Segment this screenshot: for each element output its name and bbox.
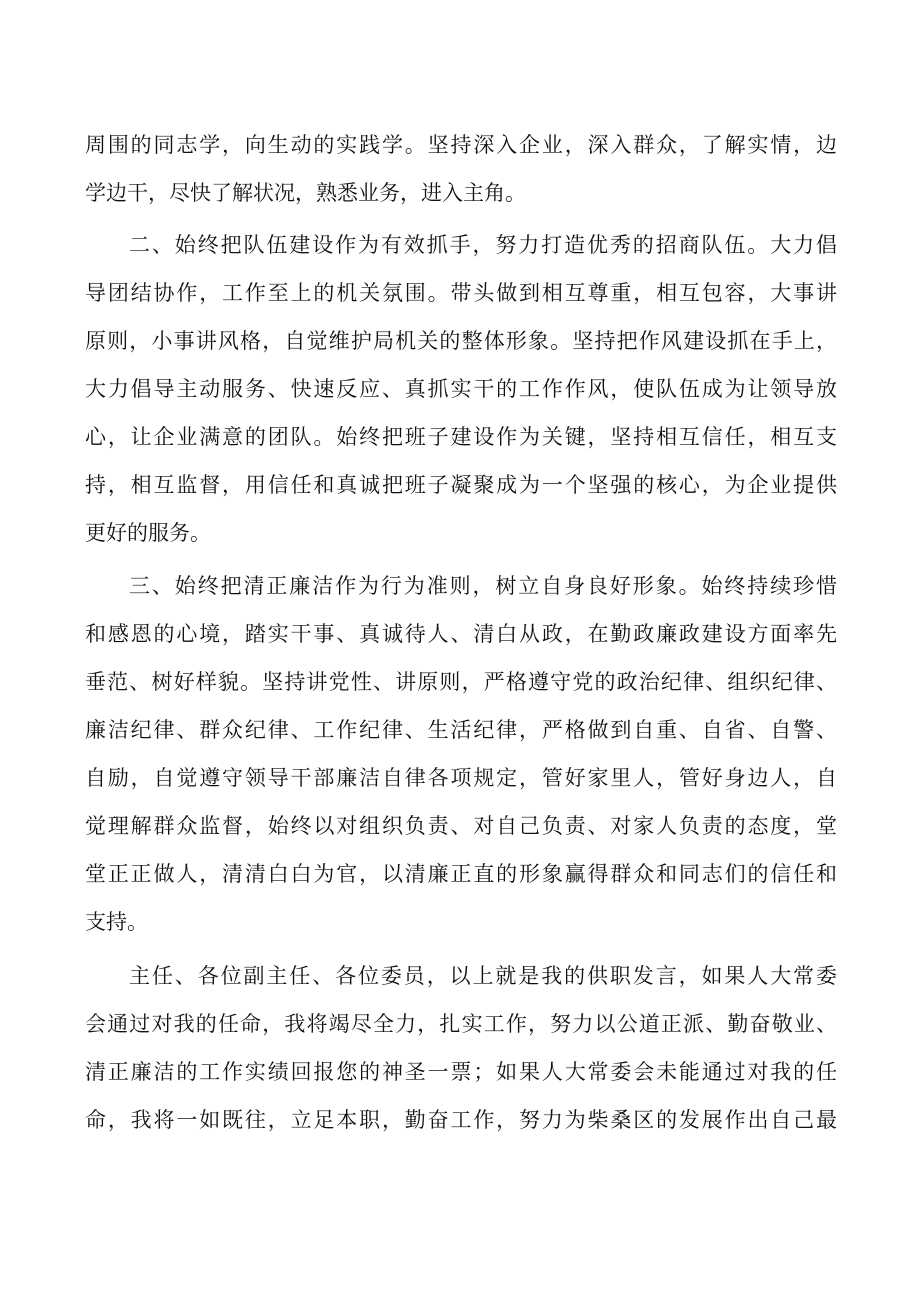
paragraph-study-practice: [85, 121, 837, 217]
text-line: 大力倡导主动服务、快速反应、真抓实干的工作作风，使队伍成为让领导放: [85, 377, 837, 401]
text-line: 会通过对我的任命，我将竭尽全力，扎实工作，努力以公道正派、勤奋敬业、: [85, 1012, 837, 1036]
text-line: 心，让企业满意的团队。始终把班子建设作为关键，坚持相互信任，相互支: [85, 425, 837, 449]
text-line: 垂范、树好样貌。坚持讲党性、讲原则，严格遵守党的政治纪律、组织纪律、: [85, 670, 837, 694]
text-line: 周围的同志学，向生动的实践学。坚持深入企业，深入群众，了解实情，边: [85, 133, 837, 157]
paragraph-team-building: [85, 221, 837, 557]
text-line: 原则，小事讲风格，自觉维护局机关的整体形象。坚持把作风建设抓在手上，: [85, 329, 837, 353]
text-line: 和感恩的心境，踏实干事、真诚待人、清白从政，在勤政廉政建设方面率先: [85, 622, 837, 646]
text-line: 持，相互监督，用信任和真诚把班子凝聚成为一个坚强的核心，为企业提供: [85, 473, 837, 497]
document-page: [85, 121, 837, 1144]
text-line: 廉洁纪律、群众纪律、工作纪律、生活纪律，严格做到自重、自省、自警、: [85, 718, 837, 742]
text-line: 更好的服务。: [85, 521, 211, 545]
text-line: 支持。: [85, 910, 148, 934]
text-line: 学边干，尽快了解状况，熟悉业务，进入主角。: [85, 181, 526, 205]
paragraph-closing: [85, 952, 837, 1144]
text-line: 导团结协作，工作至上的机关氛围。带头做到相互尊重，相互包容，大事讲: [85, 281, 837, 305]
text-line: 自励，自觉遵守领导干部廉洁自律各项规定，管好家里人，管好身边人，自: [85, 766, 837, 790]
text-line: 堂正正做人，清清白白为官，以清廉正直的形象赢得群众和同志们的信任和: [85, 862, 837, 886]
text-line: 觉理解群众监督，始终以对组织负责、对自己负责、对家人负责的态度，堂: [85, 814, 837, 838]
text-line: 主任、各位副主任、各位委员，以上就是我的供职发言，如果人大常委: [129, 964, 837, 988]
text-line: 命，我将一如既往，立足本职，勤奋工作，努力为柴桑区的发展作出自己最: [85, 1108, 837, 1132]
paragraph-integrity: [85, 562, 837, 946]
text-line: 三、始终把清正廉洁作为行为准则，树立自身良好形象。始终持续珍惜: [129, 574, 837, 598]
text-line: 二、始终把队伍建设作为有效抓手，努力打造优秀的招商队伍。大力倡: [129, 233, 837, 257]
text-line: 清正廉洁的工作实绩回报您的神圣一票；如果人大常委会未能通过对我的任: [85, 1060, 837, 1084]
